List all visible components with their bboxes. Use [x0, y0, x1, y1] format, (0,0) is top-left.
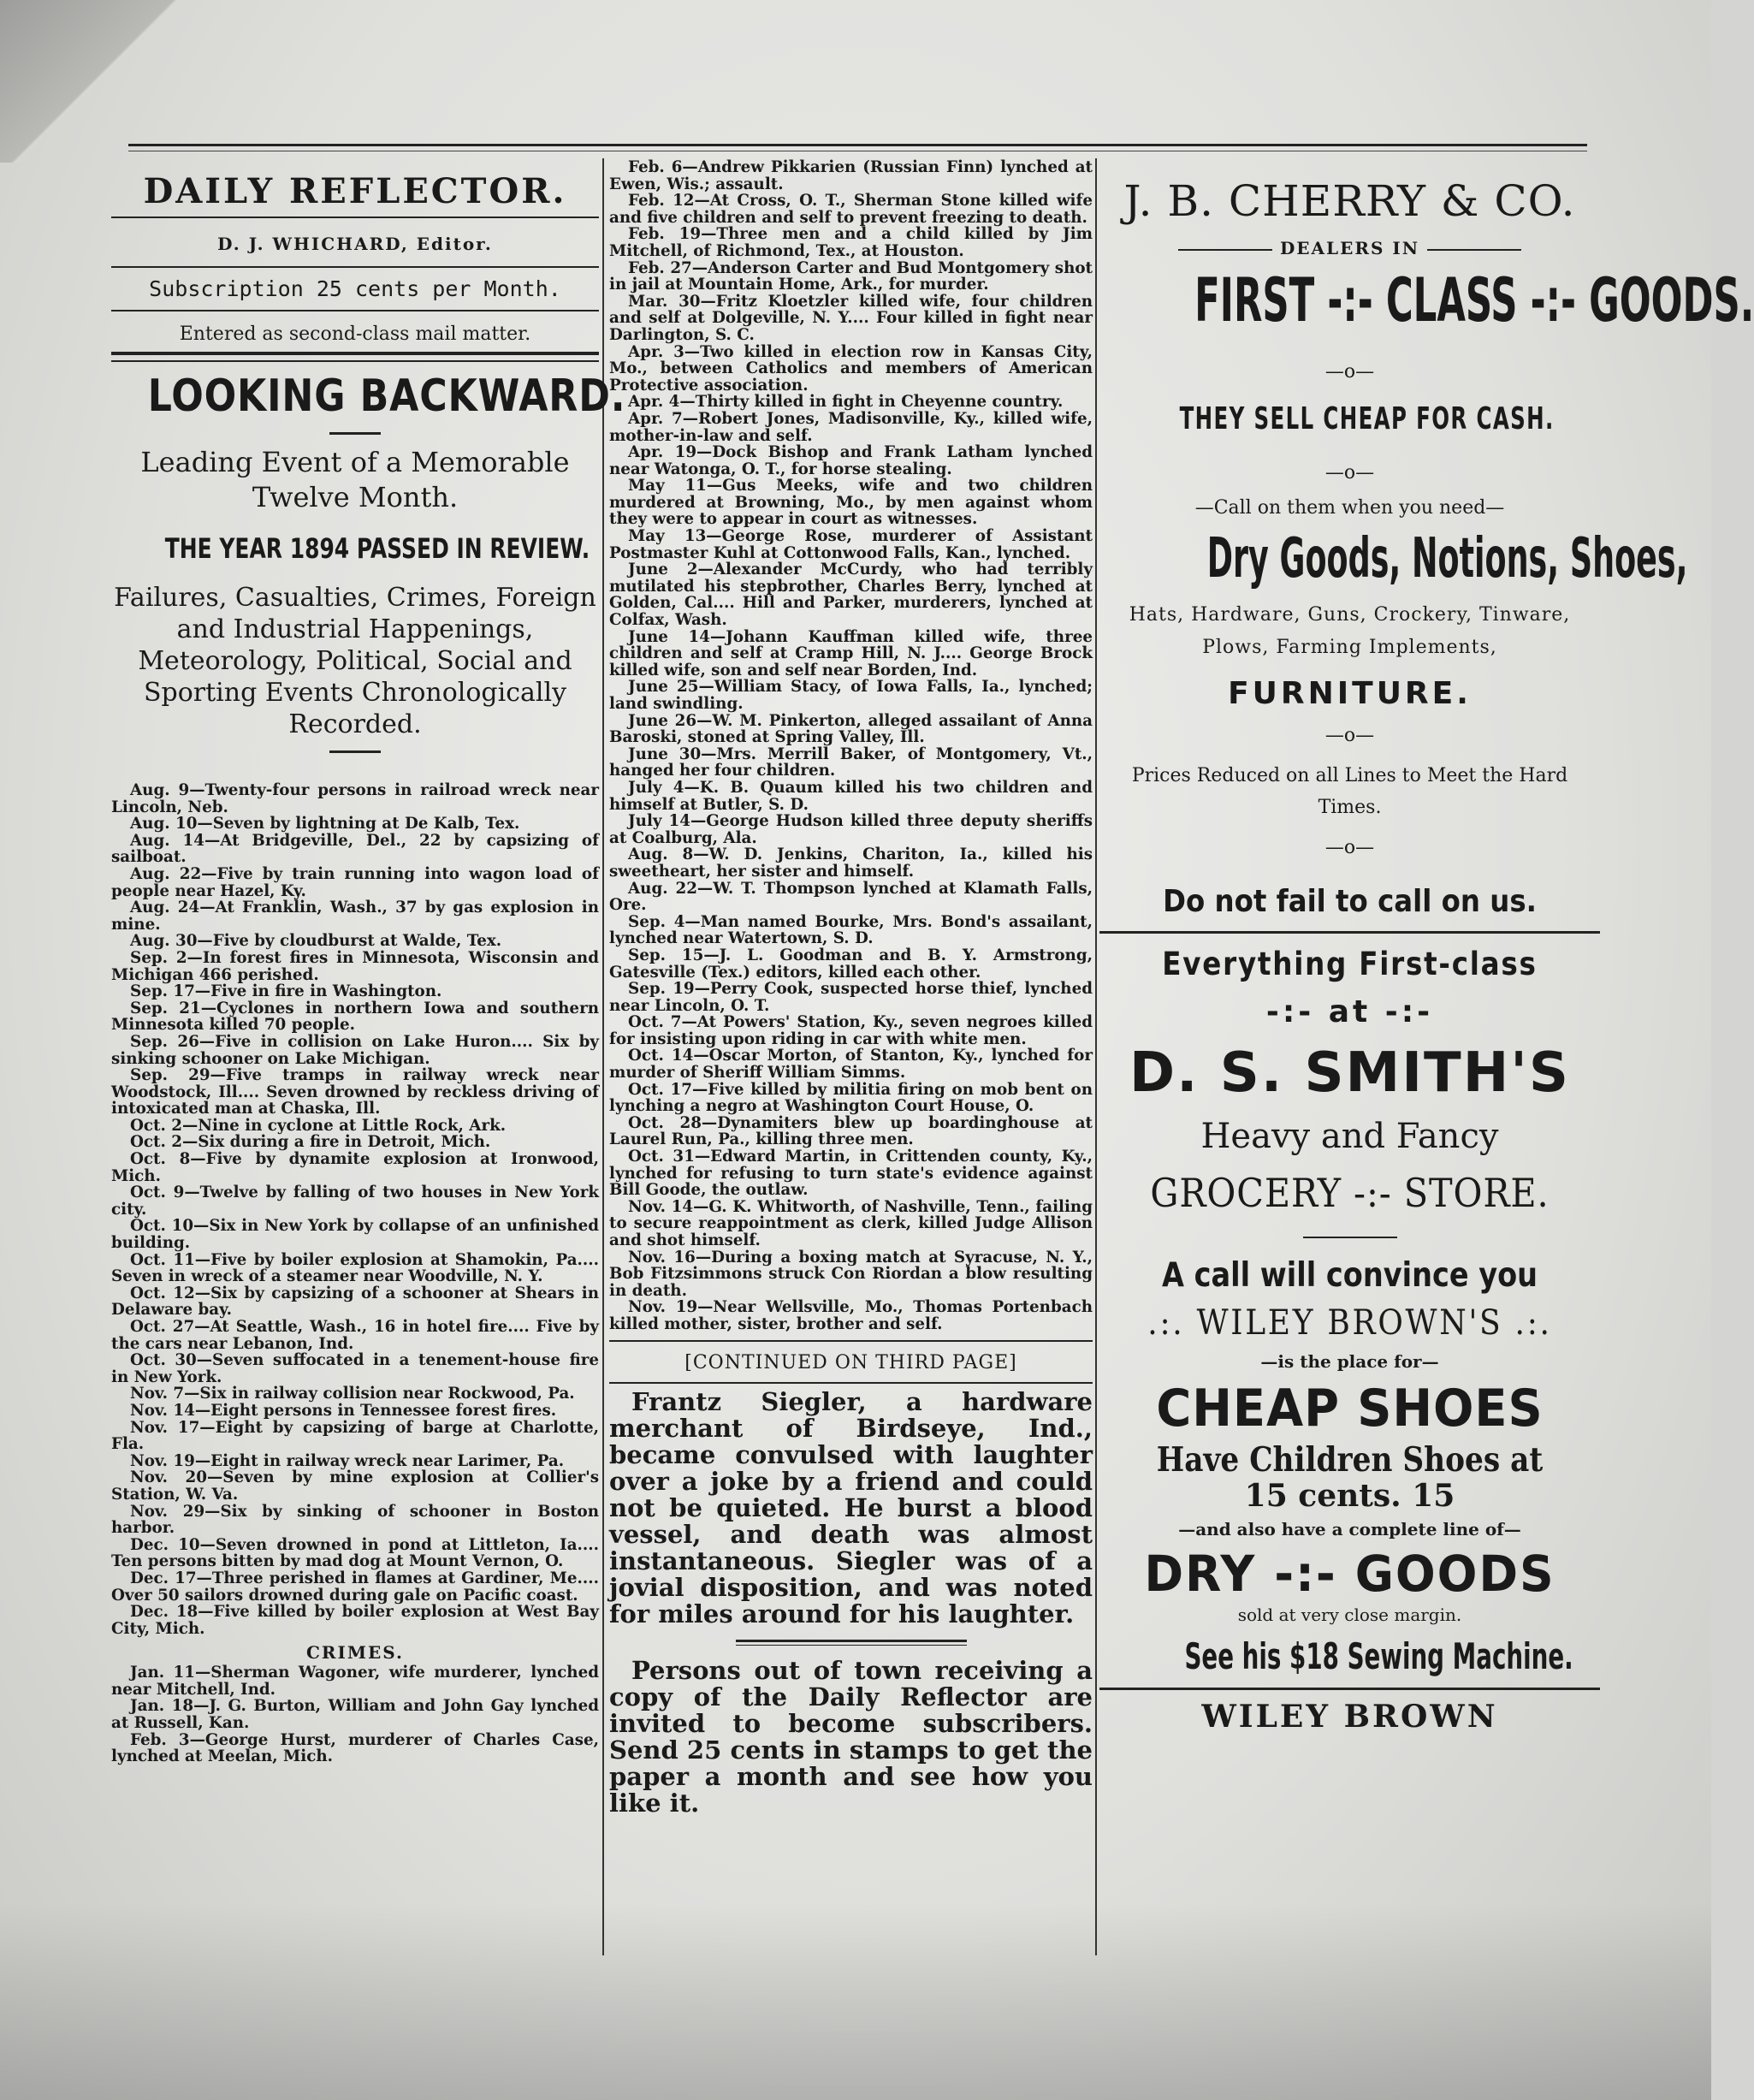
list-item: Sep. 19—Perry Cook, suspected horse thief, lynched near Lincoln, O. T. [609, 980, 1093, 1015]
left-column [111, 163, 626, 1766]
crimes-heading: CRIMES. [306, 1642, 404, 1664]
list-item: Sep. 29—Five tramps in railway wreck near Woodstock, Ill.... Seven drowned by reckless driving of intoxicated man at Chaska, Ill. [111, 1066, 599, 1118]
place-for: —is the place for— [1260, 1351, 1439, 1372]
subscription-line: Subscription 25 cents per Month. [149, 276, 561, 301]
siegler-text: Frantz Siegler, a hardware merchant of Birdseye, Ind., became convulsed with laughter over a joke by a friend and could not be quieted. He burst a blood vessel, and death was almost instantaneous. Siegler was of a jovial disposition, and was noted for miles around for his laughter. [609, 1386, 1093, 1628]
dry-goods-heading: DRY -:- GOODS [1144, 1545, 1555, 1603]
list-item: June 14—Johann Kauffman killed wife, three children and self at Cramp Hill, N. J.... George Brock killed wife, son and self near Borden, Ind. [609, 627, 1093, 679]
ad-rule [1099, 1688, 1600, 1690]
prices-reduced: Prices Reduced on all Lines to Meet the Hard Times. [1131, 765, 1568, 818]
list-item: Feb. 6—Andrew Pikkarien (Russian Finn) lynched at Ewen, Wis.; assault. [609, 158, 1093, 193]
rule-thick [111, 352, 599, 355]
dry-goods-notions: Dry Goods, Notions, Shoes, [1206, 527, 1688, 590]
list-item: Apr. 19—Dock Bishop and Frank Latham lynched near Watonga, O. T., for horse stealing. [609, 443, 1093, 478]
separator: —o— [1324, 837, 1375, 858]
short-rule [329, 750, 381, 753]
ad-rule [1099, 931, 1600, 934]
list-item: Nov. 14—Eight persons in Tennessee forest fires. [130, 1401, 557, 1420]
list-item: Aug. 14—At Bridgeville, Del., 22 by capsizing of sailboat. [111, 831, 599, 867]
list-item: Sep. 17—Five in fire in Washington. [130, 982, 442, 1001]
list-item: June 30—Mrs. Merrill Baker, of Montgomery, Vt., hanged her four children. [609, 744, 1093, 780]
rule [111, 310, 599, 311]
list-item: Oct. 30—Seven suffocated in a tenement-house fire in New York. [111, 1351, 599, 1386]
list-item: Feb. 3—George Hurst, murderer of Charles Case, lynched at Meelan, Mich. [111, 1730, 599, 1766]
heavy-fancy: Heavy and Fancy [1200, 1117, 1499, 1156]
list-item: Jan. 18—J. G. Burton, William and John Gay lynched at Russell, Kan. [111, 1697, 599, 1733]
list-item: Feb. 12—At Cross, O. T., Sherman Stone killed wife and five children and self to prevent freezing to death. [609, 192, 1093, 227]
list-item: Oct. 2—Nine in cyclone at Little Rock, Ark. [130, 1116, 507, 1135]
wiley-brown-signature: WILEY BROWN [1201, 1699, 1498, 1735]
rule [111, 360, 599, 362]
list-item: Jan. 11—Sherman Wagoner, wife murderer, lynched near Mitchell, Ind. [111, 1664, 599, 1699]
list-item: Aug. 9—Twenty-four persons in railroad wreck near Lincoln, Neb. [111, 781, 599, 816]
list-item: Oct. 14—Oscar Morton, of Stanton, Ky., lynched for murder of Sheriff William Simms. [609, 1047, 1093, 1083]
ornament-rule [1178, 249, 1272, 251]
list-item: Oct. 31—Edward Martin, in Crittenden county, Ky., lynched for refusing to turn state's evidence against Bill Goode, the outlaw. [609, 1148, 1093, 1200]
headline: LOOKING BACKWARD. [147, 371, 626, 422]
ornament [1099, 1228, 1600, 1244]
crimes-list-middle [609, 159, 1093, 1333]
crimes-list-left [111, 1664, 599, 1766]
list-item: Aug. 22—Five by train running into wagon load of people near Hazel, Ky. [111, 864, 599, 900]
item-separator [736, 1640, 967, 1646]
list-item: Feb. 19—Three men and a child killed by Jim Mitchell, of Richmond, Tex., at Houston. [609, 225, 1093, 260]
close-margin: sold at very close margin. [1237, 1605, 1462, 1625]
list-item: Apr. 3—Two killed in election row in Kansas City, Mo., between Catholics and members of American Protective association. [609, 342, 1093, 394]
subscribers-text: Persons out of town receiving a copy of the Daily Reflector are invited to become subscribers. Send 25 cents in stamps to get the paper a month and see how you like it. [609, 1655, 1093, 1818]
top-rule [128, 144, 1587, 146]
list-item: May 13—George Rose, murderer of Assistant Postmaster Kuhl at Cottonwood Falls, Kan., lynched. [609, 527, 1093, 562]
at-line: -:- at -:- [1265, 994, 1434, 1029]
rule [609, 1340, 1093, 1342]
list-item: Oct. 2—Six during a fire in Detroit, Mich. [130, 1133, 491, 1152]
grocery-store: GROCERY -:- STORE. [1150, 1170, 1550, 1216]
short-rule [329, 432, 381, 435]
deck-2: THE YEAR 1894 PASSED IN REVIEW. [164, 532, 590, 565]
ornament-rule [1303, 1237, 1397, 1238]
list-item: Nov. 19—Near Wellsville, Mo., Thomas Portenbach killed mother, sister, brother and self. [609, 1298, 1093, 1333]
first-class-goods: FIRST -:- CLASS -:- GOODS. [1194, 265, 1754, 335]
rule [111, 217, 599, 218]
list-item: Dec. 17—Three perished in flames at Gardiner, Me.... Over 50 sailors drowned during gale on Pacific coast. [111, 1569, 599, 1605]
list-item: Aug. 30—Five by cloudburst at Walde, Tex. [130, 932, 502, 951]
list-item: Mar. 30—Fritz Kloetzler killed wife, four children and self at Dolgeville, N. Y.... Four killed in fight near Darlington, S. C. [609, 292, 1093, 344]
dealers-in [1099, 238, 1600, 258]
list-item: Sep. 2—In forest fires in Minnesota, Wisconsin and Michigan 466 perished. [111, 948, 599, 984]
list-item: Aug. 24—At Franklin, Wash., 37 by gas explosion in mine. [111, 899, 599, 934]
list-item: May 11—Gus Meeks, wife and two children murdered at Browning, Mo., by men against whom they were to appear in court as witnesses. [609, 477, 1093, 529]
list-item: Apr. 4—Thirty killed in fight in Cheyenne country. [628, 393, 1064, 412]
list-item: Oct. 27—At Seattle, Wash., 16 in hotel fire.... Five by the cars near Lebanon, Ind. [111, 1318, 599, 1353]
list-item: Oct. 9—Twelve by falling of two houses in New York city. [111, 1183, 599, 1219]
dealers-label: DEALERS IN [1279, 238, 1420, 258]
list-item: Sep. 15—J. L. Goodman and B. Y. Armstrong, Gatesville (Tex.) editors, killed each other. [609, 946, 1093, 982]
list-item: Sep. 4—Man named Bourke, Mrs. Bond's assailant, lynched near Watertown, S. D. [609, 912, 1093, 948]
do-not-fail: Do not fail to call on us. [1163, 884, 1537, 919]
list-item: Feb. 27—Anderson Carter and Bud Montgomery shot in jail at Mountain Home, Ark., for murder. [609, 258, 1093, 294]
list-item: Aug. 10—Seven by lightning at De Kalb, Tex. [130, 815, 520, 833]
cheap-shoes: CHEAP SHOES [1156, 1379, 1544, 1439]
list-item: Aug. 22—W. T. Thompson lynched at Klamath Falls, Ore. [609, 879, 1093, 915]
separator: —o— [1324, 725, 1375, 746]
list-item: Nov. 17—Eight by capsizing of barge at Charlotte, Fla. [111, 1418, 599, 1454]
deck-3: Failures, Casualties, Crimes, Foreign and Industrial Happenings, Meteorology, Political, Social and Sporting Events Chronologically Recorded. [114, 583, 596, 739]
list-item: Aug. 8—W. D. Jenkins, Chariton, Ia., killed his sweetheart, her sister and himself. [609, 845, 1093, 881]
masthead-title: DAILY REFLECTOR. [143, 171, 567, 211]
list-item: Apr. 7—Robert Jones, Madisonville, Ky., killed wife, mother-in-law and self. [609, 409, 1093, 445]
cherry-name: J. B. CHERRY & CO. [1123, 176, 1576, 226]
sewing-machine: See his $18 Sewing Machine. [1184, 1635, 1573, 1677]
list-item: Oct. 7—At Powers' Station, Ky., seven negroes killed for insisting upon riding in car with white men. [609, 1013, 1093, 1048]
column-divider-right [1095, 158, 1097, 1955]
subscribers-item [609, 1655, 1093, 1818]
list-item: Oct. 10—Six in New York by collapse of an unfinished building. [111, 1217, 599, 1253]
smith-name: D. S. SMITH'S [1129, 1041, 1570, 1105]
everything-first-class: Everything First-class [1162, 946, 1538, 982]
siegler-item [609, 1386, 1093, 1628]
call-on: —Call on them when you need— [1194, 497, 1505, 519]
separator: —o— [1324, 462, 1375, 483]
page-shadow [0, 1903, 1711, 2100]
list-item: Dec. 10—Seven drowned in pond at Littleton, Ia.... Ten persons bitten by mad dog at Mount Vernon, O. [111, 1535, 599, 1571]
list-item: June 2—Alexander McCurdy, who had terribly mutilated his stepbrother, Charles Berry, lynched at Golden, Cal.... Hill and Parker, murderers, lynched at Colfax, Wash. [609, 561, 1093, 630]
rule [609, 1382, 1093, 1384]
column-divider-left [602, 158, 604, 1955]
list-item: Nov. 20—Seven by mine explosion at Collier's Station, W. Va. [111, 1468, 599, 1504]
entered-line: Entered as second-class mail matter. [179, 323, 531, 345]
list-item: June 26—W. M. Pinkerton, alleged assailant of Anna Baroski, stoned at Spring Valley, Ill. [609, 711, 1093, 747]
list-item: Nov. 7—Six in railway collision near Rockwood, Pa. [130, 1385, 575, 1403]
fifteen-cents: 15 cents. 15 [1244, 1478, 1455, 1514]
list-item: Oct. 8—Five by dynamite explosion at Ironwood, Mich. [111, 1150, 599, 1185]
list-item: Oct. 28—Dynamiters blew up boardinghouse at Laurel Run, Pa., killing three men. [609, 1113, 1093, 1149]
list-item: Nov. 14—G. K. Whitworth, of Nashville, Tenn., failing to secure reappointment as clerk, killed Judge Allison and shot himself. [609, 1197, 1093, 1249]
ornament-rule [1427, 249, 1521, 251]
list-item: Oct. 11—Five by boiler explosion at Shamokin, Pa.... Seven in wreck of a steamer near Woodville, N. Y. [111, 1250, 599, 1286]
wiley-browns: .:. WILEY BROWN'S .:. [1147, 1303, 1552, 1343]
list-item: June 25—William Stacy, of Iowa Falls, Ia., lynched; land swindling. [609, 678, 1093, 713]
furniture: FURNITURE. [1228, 676, 1472, 711]
list-item: Nov. 19—Eight in railway wreck near Larimer, Pa. [130, 1451, 565, 1470]
list-item: Oct. 17—Five killed by militia firing on mob bent on lynching a negro at Washington Court House, O. [609, 1080, 1093, 1116]
children-shoes: Have Children Shoes at [1156, 1440, 1544, 1480]
list-item: Sep. 26—Five in collision on Lake Huron.... Six by sinking schooner on Lake Michigan. [111, 1032, 599, 1068]
folded-corner [0, 0, 222, 163]
continued-note: [CONTINUED ON THIRD PAGE] [684, 1351, 1017, 1373]
list-item: Oct. 12—Six by capsizing of a schooner at Shears in Delaware bay. [111, 1284, 599, 1320]
middle-column [609, 158, 1093, 1818]
list-item: July 4—K. B. Quaum killed his two children and himself at Butler, S. D. [609, 778, 1093, 814]
hats-hardware: Hats, Hardware, Guns, Crockery, Tinware, Plows, Farming Implements, [1129, 604, 1571, 658]
casualties-list [111, 782, 599, 1637]
a-call: A call will convince you [1161, 1256, 1538, 1295]
separator: —o— [1324, 361, 1375, 383]
list-item: Sep. 21—Cyclones in northern Iowa and southern Minnesota killed 70 people. [111, 999, 599, 1035]
complete-line: —and also have a complete line of— [1178, 1519, 1521, 1539]
sell-cheap: THEY SELL CHEAP FOR CASH. [1179, 401, 1555, 436]
deck-1: Leading Event of a Memorable Twelve Month. [140, 446, 570, 513]
list-item: Dec. 18—Five killed by boiler explosion at West Bay City, Mich. [111, 1603, 599, 1638]
list-item: Nov. 29—Six by sinking of schooner in Boston harbor. [111, 1502, 599, 1538]
list-item: July 14—George Hudson killed three deputy sheriffs at Coalburg, Ala. [609, 812, 1093, 847]
editor-line: D. J. WHICHARD, Editor. [217, 234, 493, 254]
list-item: Nov. 16—During a boxing match at Syracuse, N. Y., Bob Fitzsimmons struck Con Riordan a blow resulting in death. [609, 1248, 1093, 1300]
right-column-ads [1099, 163, 1754, 1743]
rule [111, 266, 599, 268]
